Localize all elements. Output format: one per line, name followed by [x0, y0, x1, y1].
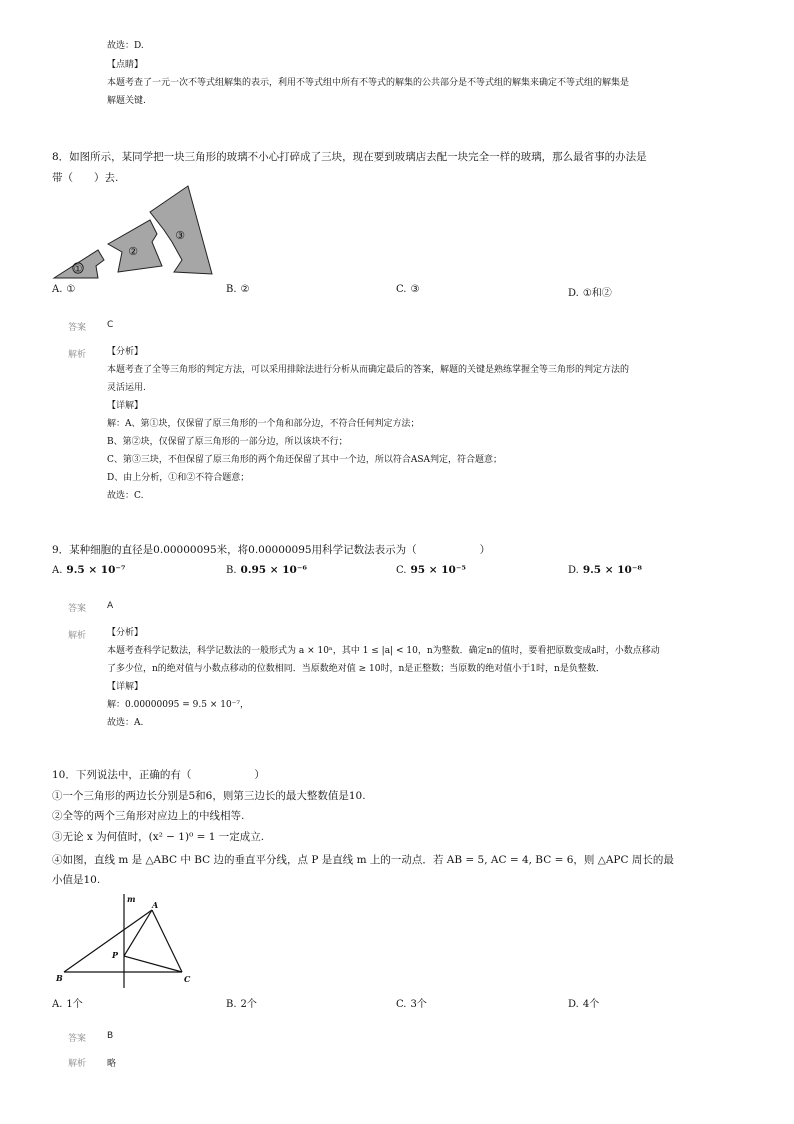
prev-dianjing-line1: 本题考查了一元一次不等式组解集的表示，利用不等式组中所有不等式的解集的公共部分是不等式组的解集来确定不等式组的解集是	[107, 78, 630, 88]
q10-statement-3: ③无论 x 为何值时，(x² − 1)⁰ = 1 一定成立.	[52, 831, 265, 843]
glass-label-1: ①	[73, 264, 83, 275]
glass-label-2: ②	[128, 245, 138, 258]
q8-detail-line2: B、第②块，仅保留了原三角形的一部分边，所以该块不行；	[107, 437, 348, 447]
prev-dianjing-label: 【点睛】	[107, 60, 144, 70]
q8-stem-line2: 带（ ）去.	[52, 172, 119, 184]
segment-pc	[124, 956, 182, 972]
segment-ab	[64, 910, 152, 972]
q8-answer-value: C	[107, 320, 114, 330]
q10-option-c[interactable]: C. 3个	[396, 999, 427, 1010]
q10-option-a[interactable]: A. 1个	[52, 999, 83, 1010]
q9-xiangjie-label: 【详解】	[107, 682, 144, 692]
q8-glass-figure	[52, 186, 222, 281]
q9-option-d[interactable]: D. 9.5 × 10⁻⁸	[568, 564, 642, 576]
q9-analysis-label: 解析	[68, 631, 87, 641]
q8-detail-line1: 解：A、第①块，仅保留了原三角形的一个角和部分边，不符合任何判定方法；	[107, 419, 420, 429]
q8-fenxi-line1: 本题考查了全等三角形的判定方法，可以采用排除法进行分析从而确定最后的答案，解题的关键是熟练掌握全等三角形的判定方法的	[107, 365, 630, 375]
q8-analysis-label: 解析	[68, 350, 87, 360]
q10-answer-value: B	[107, 1031, 114, 1041]
q8-option-d[interactable]: D. ①和②	[568, 288, 612, 299]
q9-answer-label: 答案	[68, 604, 87, 614]
q10-triangle-figure	[52, 890, 212, 990]
q8-stem-line1: 8．如图所示，某同学把一块三角形的玻璃不小心打碎成了三块，现在要到玻璃店去配一块完全一样的玻璃，那么最省事的办法是	[52, 151, 647, 163]
segment-ac	[152, 910, 182, 972]
label-c: C	[184, 974, 191, 984]
q8-option-b[interactable]: B. ②	[226, 284, 250, 295]
q8-option-a[interactable]: A. ①	[52, 284, 76, 295]
q9-option-a[interactable]: A. 9.5 × 10⁻⁷	[52, 564, 126, 576]
label-m: m	[127, 894, 136, 904]
q9-stem: 9．某种细胞的直径是0.00000095米，将0.00000095用科学记数法表示为（ ）	[52, 544, 491, 556]
q8-detail-line5: 故选：C.	[107, 491, 144, 501]
q10-option-b[interactable]: B. 2个	[226, 999, 257, 1010]
q10-statement-4-line1: ④如图，直线 m 是 △ABC 中 BC 边的垂直平分线，点 P 是直线 m 上的一动点．若 AB = 5, AC = 4, BC = 6，则 △APC 周长的最	[52, 854, 674, 866]
label-p: P	[112, 950, 119, 960]
q8-answer-label: 答案	[68, 323, 87, 333]
q9-answer-value: A	[107, 601, 114, 611]
q8-fenxi-line2: 灵活运用.	[107, 383, 146, 393]
q10-statement-4-line2: 小值是10.	[52, 874, 101, 886]
q9-detail-line2: 故选：A.	[107, 718, 144, 728]
prev-dianjing-line2: 解题关键.	[107, 96, 146, 106]
label-b: B	[56, 973, 63, 983]
q10-statement-2: ②全等的两个三角形对应边上的中线相等.	[52, 810, 245, 822]
q10-stem: 10．下列说法中，正确的有（ ）	[52, 769, 265, 781]
q9-fenxi-line1: 本题考查科学记数法，科学记数法的一般形式为 a × 10ⁿ，其中 1 ≤ |a| < 10，n为整数．确定n的值时，要看把原数变成a时，小数点移动	[107, 646, 660, 656]
q10-answer-label: 答案	[68, 1034, 87, 1044]
q10-analysis-label: 解析	[68, 1059, 87, 1069]
q10-statement-1: ①一个三角形的两边长分别是5和6，则第三边长的最大整数值是10.	[52, 790, 366, 802]
segment-pa	[124, 910, 152, 956]
q8-option-c[interactable]: C. ③	[396, 284, 420, 295]
prev-choose-line: 故选：D.	[107, 41, 144, 51]
q9-fenxi-label: 【分析】	[107, 628, 144, 638]
q9-option-c[interactable]: C. 95 × 10⁻⁵	[396, 564, 466, 576]
q9-fenxi-line2: 了多少位，n的绝对值与小数点移动的位数相同．当原数绝对值 ≥ 10时，n是正整数；当原数的绝对值小于1时，n是负整数．	[107, 664, 605, 674]
label-a: A	[152, 900, 159, 910]
q10-analysis-text: 略	[107, 1059, 117, 1069]
q9-detail-line1: 解：0.00000095 = 9.5 × 10⁻⁷，	[107, 700, 250, 710]
q8-detail-line3: C、第③三块，不但保留了原三角形的两个角还保留了其中一个边，所以符合ASA判定，符合题意；	[107, 455, 503, 465]
q10-option-d[interactable]: D. 4个	[568, 999, 600, 1010]
q9-option-b[interactable]: B. 0.95 × 10⁻⁶	[226, 564, 307, 576]
q8-fenxi-label: 【分析】	[107, 347, 144, 357]
q8-xiangjie-label: 【详解】	[107, 401, 144, 411]
q8-detail-line4: D、由上分析，①和②不符合题意；	[107, 473, 250, 483]
glass-label-3: ③	[175, 229, 185, 242]
